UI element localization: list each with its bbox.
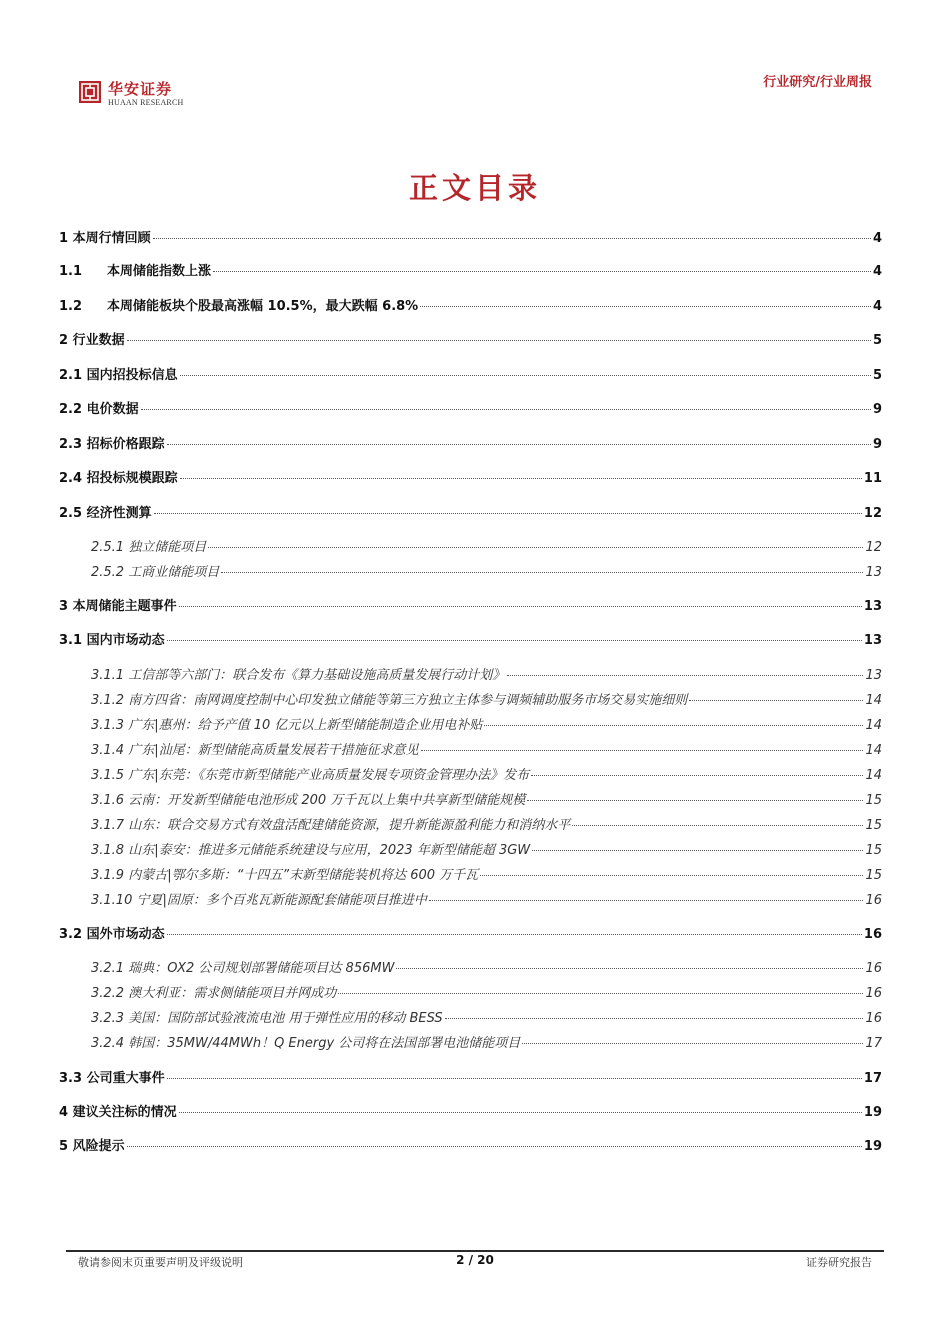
toc-entry-label	[91, 814, 570, 833]
page-number: 2 / 20	[456, 1253, 494, 1267]
toc-entry-title: 山东：联合交易方式有效盘活配建储能资源，提升新能源盈利能力和消纳水平	[128, 818, 571, 833]
document-type: 行业研究/行业周报	[763, 75, 872, 90]
toc-leader-dots	[507, 675, 863, 676]
toc-entry-number: 3.2.2	[91, 986, 125, 1001]
toc-entry-page: 16	[863, 927, 882, 942]
logo-english-name: HUAAN RESEARCH	[108, 98, 184, 107]
toc-entry-title: 本周储能指数上涨	[107, 264, 212, 279]
toc-entry-number: 3.2	[59, 927, 83, 942]
toc-leader-dots	[167, 640, 862, 641]
toc-entry-number: 1.2	[59, 299, 83, 314]
toc-entry[interactable]	[91, 689, 882, 708]
toc-entry[interactable]	[91, 536, 882, 555]
toc-entry-label	[91, 714, 482, 733]
toc-entry-number: 2.2	[59, 402, 83, 417]
toc-entry-page: 13	[863, 633, 882, 648]
toc-entry-title: 宁夏|固原：多个百兆瓦新能源配套储能项目推进中	[136, 893, 427, 908]
toc-entry-page: 15	[865, 818, 882, 833]
toc-leader-dots	[572, 825, 863, 826]
toc-leader-dots	[167, 934, 862, 935]
toc-entry-page: 5	[872, 368, 882, 383]
toc-entry-number: 3.1.10	[91, 893, 133, 908]
toc-entry-title: 国内招投标信息	[86, 368, 178, 383]
toc-entry-label	[59, 502, 152, 521]
toc-leader-dots	[531, 775, 863, 776]
toc-entry-label	[59, 1067, 165, 1086]
toc-entry-page: 15	[865, 868, 882, 883]
toc-entry-number: 2.4	[59, 471, 83, 486]
toc-entry-title: 瑞典：OX2 公司规划部署储能项目达 856MW	[128, 961, 395, 976]
toc-entry-label	[59, 433, 165, 452]
toc-leader-dots	[167, 444, 871, 445]
toc-entry-label	[59, 1135, 125, 1154]
toc-leader-dots	[180, 478, 862, 479]
toc-leader-dots	[141, 409, 871, 410]
toc-entry[interactable]	[59, 329, 882, 348]
toc-entry-title: 经济性测算	[86, 506, 152, 521]
toc-entry[interactable]	[59, 467, 882, 486]
toc-entry-page: 14	[865, 693, 882, 708]
toc-leader-dots	[180, 375, 871, 376]
toc-entry-title: 广东|东莞：《东莞市新型储能产业高质量发展专项资金管理办法》发布	[128, 768, 530, 783]
toc-entry-number: 3.1.6	[91, 793, 125, 808]
toc-entry-label	[59, 1101, 177, 1120]
toc-entry-label	[91, 789, 525, 808]
toc-entry-page: 14	[865, 743, 882, 758]
toc-entry-page: 16	[865, 961, 882, 976]
toc-entry-label	[91, 864, 478, 883]
toc-entry-title: 本周储能板块个股最高涨幅 10.5%，最大跌幅 6.8%	[107, 299, 419, 314]
toc-entry-label	[91, 889, 427, 908]
toc-entry-page: 16	[865, 986, 882, 1001]
toc-entry-title: 本周储能主题事件	[72, 599, 177, 614]
toc-entry-number: 3.1.8	[91, 843, 125, 858]
toc-entry-number: 3.1.7	[91, 818, 125, 833]
toc-leader-dots	[208, 547, 863, 548]
toc-entry[interactable]	[59, 923, 882, 942]
toc-entry-number: 3.1	[59, 633, 83, 648]
seal-logo-icon	[78, 80, 102, 104]
logo-chinese-name: 华安证券	[108, 80, 173, 98]
toc-leader-dots	[213, 271, 871, 272]
toc-entry-number: 5	[59, 1139, 69, 1154]
toc-entry-number: 3.1.2	[91, 693, 125, 708]
toc-entry-number: 2.5	[59, 506, 83, 521]
toc-entry-label	[59, 260, 211, 279]
toc-leader-dots	[154, 513, 862, 514]
toc-leader-dots	[480, 875, 863, 876]
toc-entry-page: 5	[872, 333, 882, 348]
toc-leader-dots	[167, 1078, 862, 1079]
toc-entry[interactable]	[59, 260, 882, 279]
toc-entry-label	[59, 329, 125, 348]
toc-entry-page: 15	[865, 793, 882, 808]
toc-leader-dots	[127, 340, 871, 341]
toc-entry-title: 招标价格跟踪	[86, 437, 165, 452]
toc-entry-title: 内蒙古|鄂尔多斯：“十四五”末新型储能装机将达 600 万千瓦	[128, 868, 479, 883]
toc-entry-page: 9	[872, 402, 882, 417]
toc-entry-number: 3.1.3	[91, 718, 125, 733]
toc-entry[interactable]	[59, 502, 882, 521]
toc-entry[interactable]	[59, 364, 882, 383]
toc-entry-title: 云南：开发新型储能电池形成 200 万千瓦以上集中共享新型储能规模	[128, 793, 526, 808]
toc-entry-page: 9	[872, 437, 882, 452]
toc-entry-number: 2.3	[59, 437, 83, 452]
toc-entry[interactable]	[91, 714, 882, 733]
toc-entry-title: 风险提示	[72, 1139, 125, 1154]
page-title: 正文目录	[408, 171, 541, 205]
toc-entry-label	[59, 923, 165, 942]
toc-entry-title: 行业数据	[72, 333, 125, 348]
footer-disclaimer: 敬请参阅末页重要声明及评级说明	[78, 1256, 243, 1269]
toc-entry-page: 16	[865, 1011, 882, 1026]
toc-entry[interactable]	[59, 398, 882, 417]
toc-entry-label	[91, 839, 530, 858]
toc-leader-dots	[532, 850, 863, 851]
toc-entry-number: 1.1	[59, 264, 83, 279]
toc-entry-label	[59, 467, 178, 486]
toc-entry-label	[91, 957, 394, 976]
toc-entry-label	[59, 398, 139, 417]
toc-entry[interactable]	[91, 1007, 882, 1026]
toc-entry-title: 澳大利亚：需求侧储能项目并网成功	[128, 986, 337, 1001]
toc-entry[interactable]	[59, 1101, 882, 1120]
toc-entry-page: 17	[863, 1071, 882, 1086]
toc-entry-page: 12	[865, 540, 882, 555]
toc-entry-title: 独立储能项目	[128, 540, 207, 555]
toc-entry[interactable]	[59, 1067, 882, 1086]
toc-entry[interactable]	[59, 595, 882, 614]
page-header	[0, 0, 950, 130]
toc-entry-title: 广东|惠州：给予产值 10 亿元以上新型储能制造企业用电补贴	[128, 718, 483, 733]
toc-leader-dots	[338, 993, 863, 994]
toc-leader-dots	[689, 700, 863, 701]
toc-leader-dots	[221, 572, 863, 573]
footer-divider	[66, 1250, 884, 1252]
toc-entry[interactable]	[91, 889, 882, 908]
toc-leader-dots	[421, 750, 864, 751]
toc-leader-dots	[179, 1112, 862, 1113]
toc-entry-label	[91, 982, 336, 1001]
toc-entry-title: 韩国：35MW/44MWh！Q Energy 公司将在法国部署电池储能项目	[128, 1036, 521, 1051]
toc-entry-number: 3.1.4	[91, 743, 125, 758]
toc-entry-label	[59, 364, 178, 383]
toc-entry-number: 3.3	[59, 1071, 83, 1086]
toc-entry-number: 2.5.1	[91, 540, 125, 555]
toc-entry-number: 3	[59, 599, 69, 614]
toc-entry[interactable]	[91, 957, 882, 976]
toc-leader-dots	[445, 1018, 864, 1019]
toc-entry-label	[59, 295, 418, 314]
toc-entry-title: 工商业储能项目	[128, 565, 220, 580]
toc-entry-page: 13	[865, 668, 882, 683]
toc-entry[interactable]	[91, 982, 882, 1001]
toc-entry-title: 山东|泰安：推进多元储能系统建设与应用，2023 年新型储能超 3GW	[128, 843, 531, 858]
toc-entry-label	[91, 561, 219, 580]
toc-entry-number: 3.1.5	[91, 768, 125, 783]
toc-entry-title: 广东|汕尾：新型储能高质量发展若干措施征求意见	[128, 743, 419, 758]
toc-entry-page: 19	[863, 1139, 882, 1154]
toc-entry-number: 1	[59, 231, 69, 246]
toc-entry-title: 国外市场动态	[86, 927, 165, 942]
toc-entry[interactable]	[91, 1032, 882, 1051]
toc-entry-label	[59, 595, 177, 614]
toc-entry-title: 电价数据	[86, 402, 139, 417]
toc-entry-label	[59, 629, 165, 648]
toc-entry-number: 2.5.2	[91, 565, 125, 580]
toc-entry-page: 14	[865, 718, 882, 733]
toc-entry-page: 4	[872, 264, 882, 279]
toc-entry[interactable]	[59, 1135, 882, 1154]
toc-entry[interactable]	[59, 433, 882, 452]
toc-leader-dots	[429, 900, 864, 901]
toc-entry-label	[91, 739, 419, 758]
toc-leader-dots	[127, 1146, 862, 1147]
toc-entry[interactable]	[91, 561, 882, 580]
toc-entry-title: 公司重大事件	[86, 1071, 165, 1086]
toc-leader-dots	[420, 306, 871, 307]
toc-entry-label	[91, 764, 529, 783]
toc-entry-title: 招投标规模跟踪	[86, 471, 178, 486]
toc-leader-dots	[396, 968, 863, 969]
toc-entry[interactable]	[91, 814, 882, 833]
toc-entry-label	[91, 689, 687, 708]
toc-entry-page: 13	[863, 599, 882, 614]
toc-entry-number: 2.1	[59, 368, 83, 383]
toc-entry-title: 工信部等六部门：联合发布《算力基础设施高质量发展行动计划》	[128, 668, 506, 683]
toc-entry[interactable]	[91, 664, 882, 683]
toc-entry-label	[91, 1007, 443, 1026]
toc-entry[interactable]	[91, 789, 882, 808]
toc-entry-number: 4	[59, 1105, 69, 1120]
toc-entry-number: 2	[59, 333, 69, 348]
toc-entry-title: 国内市场动态	[86, 633, 165, 648]
toc-entry-title: 美国：国防部试验液流电池 用于弹性应用的移动 BESS	[128, 1011, 443, 1026]
toc-entry-label	[59, 227, 151, 246]
toc-entry-page: 19	[863, 1105, 882, 1120]
toc-entry-title: 南方四省：南网调度控制中心印发独立储能等第三方独立主体参与调频辅助服务市场交易实施细则	[128, 693, 688, 708]
toc-entry[interactable]	[91, 839, 882, 858]
toc-entry-page: 14	[865, 768, 882, 783]
toc-entry-label	[91, 664, 505, 683]
footer-report-type: 证券研究报告	[806, 1256, 872, 1269]
toc-entry-number: 3.2.3	[91, 1011, 125, 1026]
toc-entry-page: 4	[872, 299, 882, 314]
toc-entry[interactable]	[59, 227, 882, 246]
toc-entry[interactable]	[59, 629, 882, 648]
toc-entry[interactable]	[91, 864, 882, 883]
toc-entry-page: 15	[865, 843, 882, 858]
toc-entry-page: 16	[865, 893, 882, 908]
toc-entry[interactable]	[91, 764, 882, 783]
toc-entry-page: 13	[865, 565, 882, 580]
toc-entry-number: 3.2.1	[91, 961, 125, 976]
toc-entry-title: 本周行情回顾	[72, 231, 151, 246]
toc-entry-number: 3.2.4	[91, 1036, 125, 1051]
toc-entry[interactable]	[91, 739, 882, 758]
company-logo	[78, 80, 183, 108]
toc-entry[interactable]	[59, 295, 882, 314]
toc-entry-page: 17	[865, 1036, 882, 1051]
toc-entry-page: 12	[863, 506, 882, 521]
toc-entry-label	[91, 1032, 520, 1051]
toc-leader-dots	[179, 606, 862, 607]
toc-leader-dots	[522, 1043, 863, 1044]
toc-entry-page: 4	[872, 231, 882, 246]
toc-leader-dots	[153, 238, 871, 239]
toc-entry-number: 3.1.9	[91, 868, 125, 883]
toc-entry-label	[91, 536, 206, 555]
toc-entry-title: 建议关注标的情况	[72, 1105, 177, 1120]
toc-entry-page: 11	[863, 471, 882, 486]
toc-entry-number: 3.1.1	[91, 668, 125, 683]
toc-leader-dots	[484, 725, 863, 726]
toc-leader-dots	[527, 800, 863, 801]
